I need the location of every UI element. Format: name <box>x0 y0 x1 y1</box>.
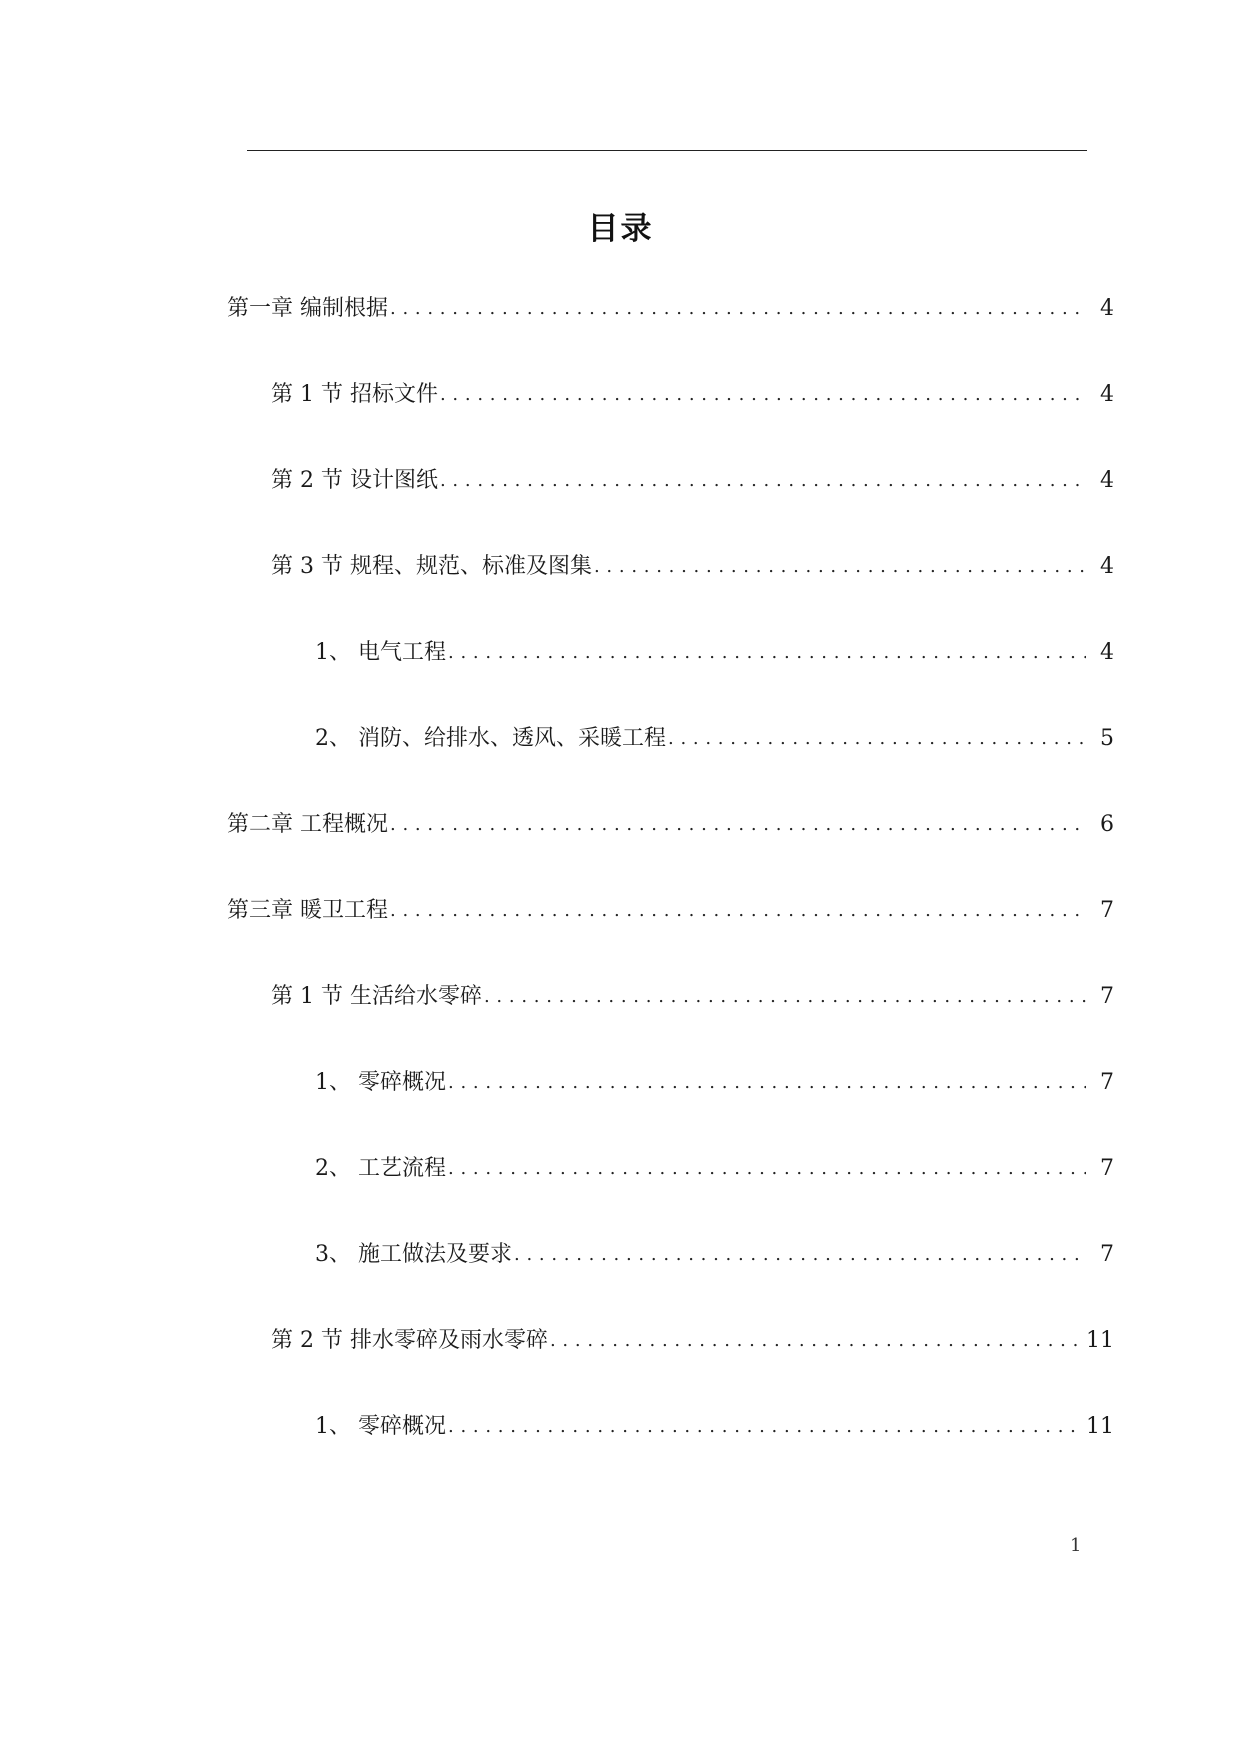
toc-entry-page: 7 <box>1100 984 1114 1009</box>
dot-leader <box>390 808 1086 842</box>
toc-entry-label: 第一章 编制根据 <box>227 296 388 321</box>
toc-entry[interactable] <box>315 636 1114 670</box>
toc-entry[interactable] <box>227 894 1114 928</box>
dot-leader <box>448 1410 1084 1444</box>
dot-leader <box>668 722 1086 756</box>
toc-entry[interactable] <box>315 1238 1114 1272</box>
toc-entry[interactable] <box>315 1066 1114 1100</box>
dot-leader <box>440 464 1086 498</box>
toc-entry-page: 4 <box>1100 468 1114 493</box>
toc-entry[interactable] <box>315 1410 1114 1444</box>
toc-entry[interactable] <box>315 722 1114 756</box>
toc-entry-page: 7 <box>1100 1156 1114 1181</box>
dot-leader <box>514 1238 1086 1272</box>
toc-entry-label: 第二章 工程概况 <box>227 812 388 837</box>
toc-entry[interactable] <box>227 808 1114 842</box>
toc-entry-page: 11 <box>1086 1328 1114 1353</box>
toc-entry[interactable] <box>271 980 1114 1014</box>
dot-leader <box>448 1066 1086 1100</box>
dot-leader <box>550 1324 1084 1358</box>
toc-entry-label: 1、 电气工程 <box>315 640 446 665</box>
toc-entry-label: 第 1 节 生活给水零碎 <box>271 984 482 1009</box>
dot-leader <box>594 550 1086 584</box>
toc-entry-label: 1、 零碎概况 <box>315 1070 446 1095</box>
toc-entry-label: 2、 工艺流程 <box>315 1156 446 1181</box>
toc-entry-label: 第 2 节 设计图纸 <box>271 468 438 493</box>
toc-entry-page: 6 <box>1100 812 1114 837</box>
toc-entry-label: 第 2 节 排水零碎及雨水零碎 <box>271 1328 548 1353</box>
dot-leader <box>484 980 1086 1014</box>
toc-entry-label: 1、 零碎概况 <box>315 1414 446 1439</box>
toc-entry-label: 2、 消防、给排水、透风、采暖工程 <box>315 726 666 751</box>
dot-leader <box>448 1152 1086 1186</box>
toc-title: 目录 <box>587 211 654 247</box>
toc-entry[interactable] <box>271 464 1114 498</box>
dot-leader <box>390 894 1086 928</box>
toc-entry-page: 4 <box>1100 382 1114 407</box>
toc-entry-page: 7 <box>1100 1070 1114 1095</box>
toc-entry-label: 3、 施工做法及要求 <box>315 1242 512 1267</box>
toc-entry[interactable] <box>227 292 1114 326</box>
toc-entry-label: 第三章 暖卫工程 <box>227 898 388 923</box>
toc-entry[interactable] <box>315 1152 1114 1186</box>
dot-leader <box>440 378 1086 412</box>
toc-entry-label: 第 1 节 招标文件 <box>271 382 438 407</box>
toc-entry[interactable] <box>271 550 1114 584</box>
header-rule <box>247 150 1087 151</box>
toc-entry-page: 5 <box>1100 726 1114 751</box>
toc-entry-page: 7 <box>1100 898 1114 923</box>
toc-entry-page: 4 <box>1100 554 1114 579</box>
toc-entry[interactable] <box>271 1324 1114 1358</box>
toc-entry-page: 7 <box>1100 1242 1114 1267</box>
toc-entry-page: 11 <box>1086 1414 1114 1439</box>
toc-entry-page: 4 <box>1100 296 1114 321</box>
page-number: 1 <box>1070 1535 1082 1556</box>
toc-entry[interactable] <box>271 378 1114 412</box>
toc-entry-page: 4 <box>1100 640 1114 665</box>
dot-leader <box>448 636 1086 670</box>
toc-entry-label: 第 3 节 规程、规范、标准及图集 <box>271 554 592 579</box>
dot-leader <box>390 292 1086 326</box>
